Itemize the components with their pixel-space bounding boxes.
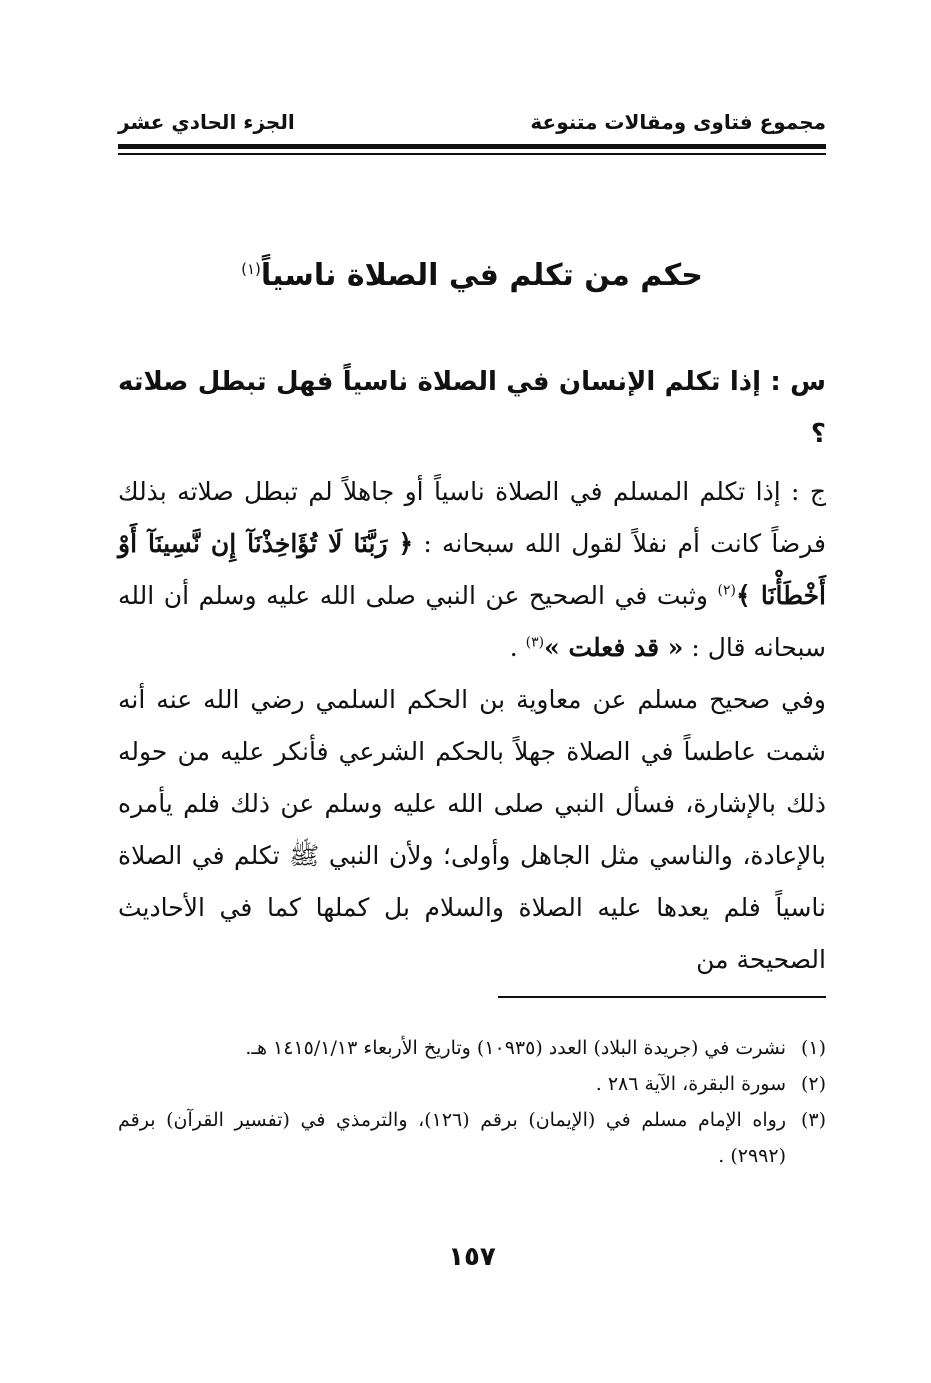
footnote-1-text: نشرت في (جريدة البلاد) العدد (١٠٩٣٥) وتاريخ الأربعاء ١٤١٥/١/١٣ هـ.: [245, 1037, 786, 1059]
header-volume-title: الجزء الحادي عشر: [118, 110, 295, 134]
answer-text-1: ج : إذا تكلم المسلم في الصلاة ناسياً أو جاهلاً لم تبطل صلاته بذلك فرضاً كانت أم نفلاً لقول الله سبحانه :: [118, 477, 826, 558]
header-rule-thick: [118, 144, 826, 149]
answer-end-punct: .: [509, 633, 518, 662]
answer-paragraph: [118, 466, 826, 674]
footnote-ref-2: (٢): [717, 582, 736, 599]
question-paragraph: س : إذا تكلم الإنسان في الصلاة ناسياً فهل تبطل صلاته ؟: [118, 367, 826, 449]
footnote-2: [118, 1066, 826, 1102]
header-rule-thin: [118, 153, 826, 155]
footnotes-list: [118, 1030, 826, 1174]
answer-text-2: وثبت في الصحيح عن النبي صلى الله عليه وسلم أن الله سبحانه قال :: [118, 581, 826, 662]
footnote-ref-3: (٣): [525, 634, 545, 651]
footnote-1-number: (١): [800, 1037, 826, 1059]
page-number: ١٥٧: [448, 1242, 496, 1272]
hadith-quote: « قد فعلت »: [544, 633, 684, 662]
footnote-separator: [498, 996, 826, 998]
footnote-1: [118, 1030, 826, 1066]
title-footnote-ref: (١): [241, 260, 261, 278]
running-header: [118, 104, 826, 140]
footnote-2-number: (٢): [800, 1073, 826, 1095]
footnote-2-text: سورة البقرة، الآية ٢٨٦ .: [595, 1073, 786, 1095]
footnote-3-text: رواه الإمام مسلم في (الإيمان) برقم (١٢٦)، والترمذي في (تفسير القرآن) برقم (٢٩٩٢) .: [118, 1109, 786, 1167]
quran-verse: ﴿ رَبَّنَا لَا تُؤَاخِذْنَآ إِن نَّسِينَآ أَوْ أَخْطَأْنَا ﴾: [118, 529, 827, 610]
body-paragraph-2: وفي صحيح مسلم عن معاوية بن الحكم السلمي رضي الله عنه أنه شمت عاطساً في الصلاة جهلاً بالحكم الشرعي فأنكر عليه من حوله ذلك بالإشارة، فسأل النبي صلى الله عليه وسلم عن ذلك فلم يأمره بالإعادة، والناسي مثل الجاهل وأولى؛ ولأن النبي ﷺ تكلم في الصلاة ناسياً فلم يعدها عليه الصلاة والسلام بل كملها كما في الأحاديث الصحيحة من: [118, 685, 826, 974]
article-title: [118, 244, 826, 301]
article-title-text: حكم من تكلم في الصلاة ناسياً: [260, 258, 703, 293]
footnote-3-number: (٣): [800, 1109, 826, 1131]
header-book-title: مجموع فتاوى ومقالات متنوعة: [530, 110, 826, 134]
footnote-3: [118, 1102, 826, 1174]
